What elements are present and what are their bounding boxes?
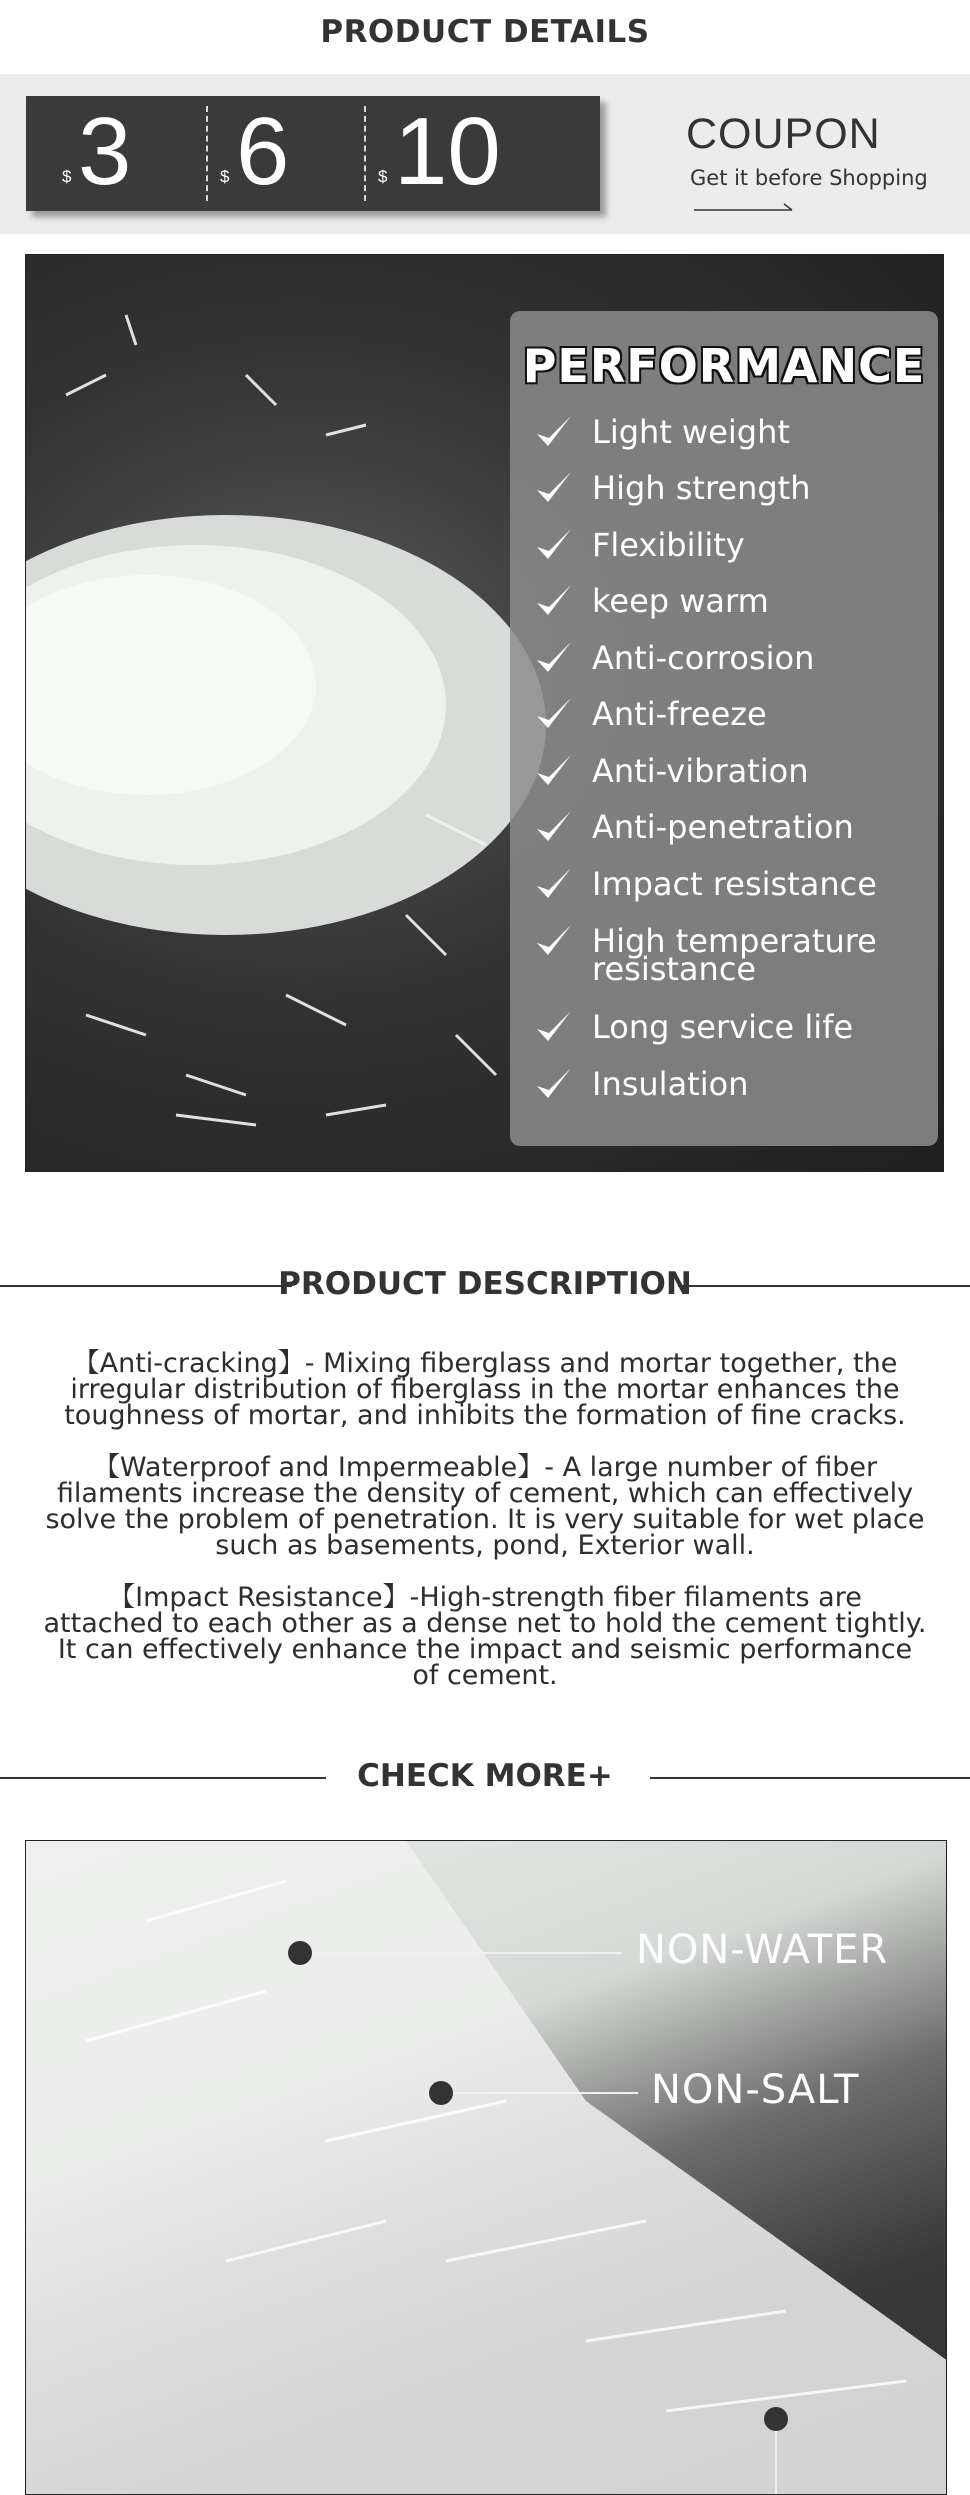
coupon-box[interactable] bbox=[26, 96, 600, 211]
performance-item-label: Long service life bbox=[592, 1008, 854, 1046]
checkmark-icon bbox=[534, 468, 574, 508]
callout-label-non-water: NON-WATER bbox=[636, 1927, 889, 1973]
coupon-amount: 10 bbox=[394, 98, 501, 205]
description-line: solve the problem of penetration. It is very suitable for wet place bbox=[45, 1504, 925, 1535]
coupon-subtitle: Get it before Shopping bbox=[690, 166, 928, 190]
coupon-10[interactable] bbox=[378, 96, 578, 211]
check-more-heading[interactable] bbox=[0, 1758, 970, 1798]
product-description-title: PRODUCT DESCRIPTION bbox=[278, 1266, 692, 1302]
checkmark-icon bbox=[534, 1064, 574, 1104]
performance-item-label: Impact resistance bbox=[592, 865, 877, 903]
description-line: toughness of mortar, and inhibits the formation of fine cracks. bbox=[64, 1400, 906, 1431]
checkmark-icon bbox=[534, 694, 574, 734]
description-line: filaments increase the density of cement, which can effectively bbox=[56, 1478, 914, 1509]
coupon-divider bbox=[364, 106, 366, 201]
callout-dot bbox=[429, 2081, 453, 2105]
description-paragraph bbox=[10, 1452, 960, 1561]
callout-dot bbox=[764, 2407, 788, 2431]
coupon-banner[interactable] bbox=[0, 74, 970, 234]
description-line: 【Impact Resistance】-High-strength fiber filaments are bbox=[108, 1582, 862, 1613]
product-description-heading bbox=[0, 1266, 970, 1306]
description-paragraph bbox=[10, 1348, 960, 1431]
description-line: attached to each other as a dense net to hold the cement tightly. bbox=[43, 1608, 927, 1639]
coupon-6[interactable] bbox=[220, 96, 360, 211]
checkmark-icon bbox=[534, 751, 574, 791]
performance-item-label: Anti-corrosion bbox=[592, 639, 815, 677]
callout-line bbox=[453, 2092, 638, 2094]
description-line: of cement. bbox=[412, 1660, 558, 1691]
checkmark-icon bbox=[534, 921, 574, 961]
checkmark-icon bbox=[534, 1007, 574, 1047]
description-line: irregular distribution of fiberglass in the mortar enhances the bbox=[70, 1374, 900, 1405]
checkmark-icon bbox=[534, 581, 574, 621]
checkmark-icon bbox=[534, 638, 574, 678]
coupon-amount: 3 bbox=[78, 98, 132, 205]
currency-symbol: $ bbox=[378, 167, 388, 186]
coupon-word: COUPON bbox=[686, 110, 881, 158]
performance-item-label: Insulation bbox=[592, 1065, 749, 1103]
description-line: 【Waterproof and Impermeable】- A large number of fiber bbox=[92, 1452, 878, 1483]
performance-item-label: High temperature bbox=[592, 922, 877, 960]
callout-label-non-salt: NON-SALT bbox=[651, 2067, 860, 2113]
checkmark-icon bbox=[534, 864, 574, 904]
performance-item-label: Light weight bbox=[592, 413, 790, 451]
callout-line bbox=[775, 2431, 777, 2495]
description-paragraph bbox=[10, 1582, 960, 1691]
performance-item-label-line2: resistance bbox=[592, 950, 757, 988]
arrow-right-icon bbox=[694, 202, 794, 216]
currency-symbol: $ bbox=[62, 167, 72, 186]
performance-item-label: keep warm bbox=[592, 582, 769, 620]
performance-photo bbox=[25, 254, 944, 1172]
description-line: such as basements, pond, Exterior wall. bbox=[215, 1530, 755, 1561]
performance-item-label: Anti-vibration bbox=[592, 752, 809, 790]
description-line: 【Anti-cracking】- Mixing fiberglass and mortar together, the bbox=[72, 1348, 898, 1379]
performance-title: PERFORMANCE bbox=[522, 339, 926, 393]
currency-symbol: $ bbox=[220, 167, 230, 186]
checkmark-icon bbox=[534, 412, 574, 452]
checkmark-icon bbox=[534, 807, 574, 847]
performance-item-label: Flexibility bbox=[592, 526, 745, 564]
callout-line bbox=[312, 1952, 622, 1954]
check-more-title[interactable]: CHECK MORE+ bbox=[357, 1758, 613, 1794]
performance-item-label: Anti-penetration bbox=[592, 808, 854, 846]
performance-panel bbox=[510, 311, 938, 1146]
coupon-amount: 6 bbox=[236, 98, 290, 205]
check-more-photo bbox=[25, 1840, 947, 2495]
description-line: It can effectively enhance the impact and seismic performance bbox=[57, 1634, 913, 1665]
performance-item-label: Anti-freeze bbox=[592, 695, 767, 733]
coupon-divider bbox=[206, 106, 208, 201]
callout-dot bbox=[288, 1941, 312, 1965]
performance-item-label: High strength bbox=[592, 469, 811, 507]
checkmark-icon bbox=[534, 525, 574, 565]
product-details-title: PRODUCT DETAILS bbox=[320, 14, 650, 50]
coupon-3[interactable] bbox=[62, 96, 202, 211]
